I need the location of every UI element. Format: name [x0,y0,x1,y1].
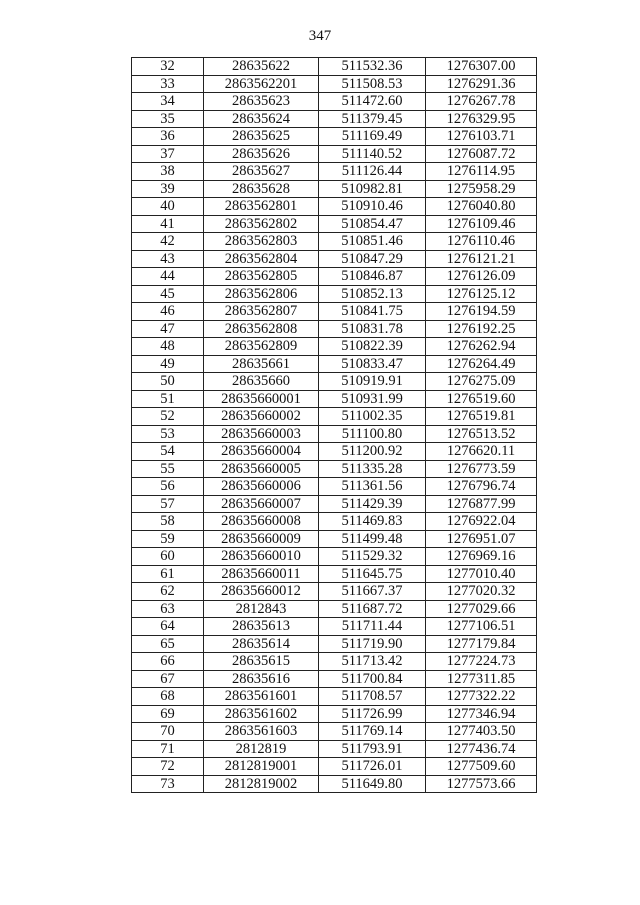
x-coordinate-cell: 511726.01 [319,758,426,776]
point-id-cell: 28635660010 [204,548,319,566]
y-coordinate-cell: 1277020.32 [426,583,537,601]
y-coordinate-cell: 1276773.59 [426,460,537,478]
point-id-cell: 28635625 [204,128,319,146]
y-coordinate-cell: 1276275.09 [426,373,537,391]
page-number: 347 [308,28,332,44]
x-coordinate-cell: 510833.47 [319,355,426,373]
point-id-cell: 28635614 [204,635,319,653]
y-coordinate-cell: 1276922.04 [426,513,537,531]
point-id-cell: 28635622 [204,58,319,76]
x-coordinate-cell: 510852.13 [319,285,426,303]
point-id-cell: 2863561603 [204,723,319,741]
x-coordinate-cell: 511002.35 [319,408,426,426]
x-coordinate-cell: 511472.60 [319,93,426,111]
y-coordinate-cell: 1277106.51 [426,618,537,636]
row-number-cell: 66 [132,653,204,671]
table-row [132,688,537,706]
table-row [132,75,537,93]
row-number-cell: 55 [132,460,204,478]
y-coordinate-cell: 1276307.00 [426,58,537,76]
table-row [132,618,537,636]
x-coordinate-cell: 510982.81 [319,180,426,198]
x-coordinate-cell: 510919.91 [319,373,426,391]
x-coordinate-cell: 511335.28 [319,460,426,478]
point-id-cell: 28635660012 [204,583,319,601]
point-id-cell: 28635661 [204,355,319,373]
row-number-cell: 69 [132,705,204,723]
point-id-cell: 2863562808 [204,320,319,338]
point-id-cell: 2812819002 [204,775,319,793]
point-id-cell: 2863562809 [204,338,319,356]
y-coordinate-cell: 1276796.74 [426,478,537,496]
table-row [132,530,537,548]
point-id-cell: 28635660 [204,373,319,391]
row-number-cell: 41 [132,215,204,233]
x-coordinate-cell: 511100.80 [319,425,426,443]
row-number-cell: 57 [132,495,204,513]
x-coordinate-cell: 511499.48 [319,530,426,548]
row-number-cell: 58 [132,513,204,531]
coordinates-table [131,57,537,793]
y-coordinate-cell: 1276103.71 [426,128,537,146]
y-coordinate-cell: 1276262.94 [426,338,537,356]
table-row [132,478,537,496]
y-coordinate-cell: 1276114.95 [426,163,537,181]
point-id-cell: 28635627 [204,163,319,181]
point-id-cell: 2863562804 [204,250,319,268]
x-coordinate-cell: 510841.75 [319,303,426,321]
row-number-cell: 50 [132,373,204,391]
y-coordinate-cell: 1276126.09 [426,268,537,286]
point-id-cell: 28635660011 [204,565,319,583]
table-row [132,233,537,251]
x-coordinate-cell: 511711.44 [319,618,426,636]
row-number-cell: 45 [132,285,204,303]
table-row [132,758,537,776]
point-id-cell: 2863562801 [204,198,319,216]
row-number-cell: 32 [132,58,204,76]
y-coordinate-cell: 1276267.78 [426,93,537,111]
row-number-cell: 36 [132,128,204,146]
y-coordinate-cell: 1276620.11 [426,443,537,461]
x-coordinate-cell: 511361.56 [319,478,426,496]
y-coordinate-cell: 1276121.21 [426,250,537,268]
x-coordinate-cell: 510847.29 [319,250,426,268]
point-id-cell: 28635628 [204,180,319,198]
table-row [132,93,537,111]
point-id-cell: 2863561601 [204,688,319,706]
row-number-cell: 47 [132,320,204,338]
table-row [132,268,537,286]
point-id-cell: 28635624 [204,110,319,128]
point-id-cell: 2863562802 [204,215,319,233]
y-coordinate-cell: 1276519.60 [426,390,537,408]
table-row [132,425,537,443]
x-coordinate-cell: 511200.92 [319,443,426,461]
x-coordinate-cell: 510846.87 [319,268,426,286]
y-coordinate-cell: 1277179.84 [426,635,537,653]
x-coordinate-cell: 511469.83 [319,513,426,531]
x-coordinate-cell: 511793.91 [319,740,426,758]
point-id-cell: 28635660008 [204,513,319,531]
table-row [132,180,537,198]
x-coordinate-cell: 511708.57 [319,688,426,706]
row-number-cell: 53 [132,425,204,443]
y-coordinate-cell: 1277436.74 [426,740,537,758]
point-id-cell: 28635660001 [204,390,319,408]
x-coordinate-cell: 511508.53 [319,75,426,93]
table-row [132,548,537,566]
row-number-cell: 71 [132,740,204,758]
x-coordinate-cell: 511140.52 [319,145,426,163]
x-coordinate-cell: 510851.46 [319,233,426,251]
y-coordinate-cell: 1276951.07 [426,530,537,548]
table-row [132,198,537,216]
table-row [132,110,537,128]
table-row [132,163,537,181]
table-row [132,583,537,601]
y-coordinate-cell: 1276109.46 [426,215,537,233]
point-id-cell: 28635623 [204,93,319,111]
row-number-cell: 44 [132,268,204,286]
point-id-cell: 28635660009 [204,530,319,548]
y-coordinate-cell: 1277346.94 [426,705,537,723]
x-coordinate-cell: 510910.46 [319,198,426,216]
point-id-cell: 28635615 [204,653,319,671]
x-coordinate-cell: 510854.47 [319,215,426,233]
row-number-cell: 56 [132,478,204,496]
table-row [132,408,537,426]
table-row [132,285,537,303]
point-id-cell: 2863562803 [204,233,319,251]
y-coordinate-cell: 1276329.95 [426,110,537,128]
point-id-cell: 28635660002 [204,408,319,426]
row-number-cell: 38 [132,163,204,181]
row-number-cell: 54 [132,443,204,461]
row-number-cell: 51 [132,390,204,408]
table-row [132,390,537,408]
table-row [132,600,537,618]
table-row [132,670,537,688]
row-number-cell: 59 [132,530,204,548]
y-coordinate-cell: 1277224.73 [426,653,537,671]
point-id-cell: 2812819001 [204,758,319,776]
row-number-cell: 48 [132,338,204,356]
row-number-cell: 39 [132,180,204,198]
y-coordinate-cell: 1277403.50 [426,723,537,741]
row-number-cell: 33 [132,75,204,93]
y-coordinate-cell: 1276513.52 [426,425,537,443]
point-id-cell: 28635616 [204,670,319,688]
x-coordinate-cell: 511713.42 [319,653,426,671]
y-coordinate-cell: 1277573.66 [426,775,537,793]
x-coordinate-cell: 511532.36 [319,58,426,76]
row-number-cell: 40 [132,198,204,216]
y-coordinate-cell: 1276291.36 [426,75,537,93]
table-row [132,250,537,268]
y-coordinate-cell: 1276110.46 [426,233,537,251]
x-coordinate-cell: 510822.39 [319,338,426,356]
table-row [132,495,537,513]
row-number-cell: 37 [132,145,204,163]
row-number-cell: 49 [132,355,204,373]
table-row [132,460,537,478]
y-coordinate-cell: 1276969.16 [426,548,537,566]
row-number-cell: 70 [132,723,204,741]
y-coordinate-cell: 1276040.80 [426,198,537,216]
row-number-cell: 35 [132,110,204,128]
y-coordinate-cell: 1276877.99 [426,495,537,513]
x-coordinate-cell: 511429.39 [319,495,426,513]
y-coordinate-cell: 1275958.29 [426,180,537,198]
table-row [132,705,537,723]
table-row [132,723,537,741]
y-coordinate-cell: 1276125.12 [426,285,537,303]
table-row [132,215,537,233]
table-row [132,145,537,163]
x-coordinate-cell: 511726.99 [319,705,426,723]
x-coordinate-cell: 511645.75 [319,565,426,583]
point-id-cell: 2863562805 [204,268,319,286]
point-id-cell: 28635660003 [204,425,319,443]
y-coordinate-cell: 1276192.25 [426,320,537,338]
table-row [132,740,537,758]
table-row [132,338,537,356]
row-number-cell: 42 [132,233,204,251]
point-id-cell: 2812819 [204,740,319,758]
table-row [132,320,537,338]
point-id-cell: 28635660004 [204,443,319,461]
x-coordinate-cell: 511667.37 [319,583,426,601]
row-number-cell: 60 [132,548,204,566]
x-coordinate-cell: 511700.84 [319,670,426,688]
x-coordinate-cell: 511379.45 [319,110,426,128]
row-number-cell: 64 [132,618,204,636]
y-coordinate-cell: 1276194.59 [426,303,537,321]
table-row [132,355,537,373]
point-id-cell: 28635660005 [204,460,319,478]
point-id-cell: 28635626 [204,145,319,163]
point-id-cell: 2863562201 [204,75,319,93]
table-row [132,635,537,653]
point-id-cell: 28635660006 [204,478,319,496]
row-number-cell: 72 [132,758,204,776]
row-number-cell: 43 [132,250,204,268]
point-id-cell: 28635660007 [204,495,319,513]
y-coordinate-cell: 1276519.81 [426,408,537,426]
row-number-cell: 73 [132,775,204,793]
table-row [132,653,537,671]
x-coordinate-cell: 510931.99 [319,390,426,408]
x-coordinate-cell: 511169.49 [319,128,426,146]
point-id-cell: 28635613 [204,618,319,636]
x-coordinate-cell: 511529.32 [319,548,426,566]
row-number-cell: 62 [132,583,204,601]
point-id-cell: 2812843 [204,600,319,618]
table-row [132,775,537,793]
row-number-cell: 46 [132,303,204,321]
table-row [132,128,537,146]
table-row [132,513,537,531]
row-number-cell: 34 [132,93,204,111]
x-coordinate-cell: 511687.72 [319,600,426,618]
table-row [132,58,537,76]
y-coordinate-cell: 1277509.60 [426,758,537,776]
y-coordinate-cell: 1277010.40 [426,565,537,583]
x-coordinate-cell: 511719.90 [319,635,426,653]
row-number-cell: 68 [132,688,204,706]
y-coordinate-cell: 1277311.85 [426,670,537,688]
y-coordinate-cell: 1277322.22 [426,688,537,706]
table-row [132,373,537,391]
point-id-cell: 2863562807 [204,303,319,321]
table-row [132,443,537,461]
y-coordinate-cell: 1276087.72 [426,145,537,163]
y-coordinate-cell: 1276264.49 [426,355,537,373]
x-coordinate-cell: 510831.78 [319,320,426,338]
y-coordinate-cell: 1277029.66 [426,600,537,618]
row-number-cell: 65 [132,635,204,653]
row-number-cell: 61 [132,565,204,583]
x-coordinate-cell: 511769.14 [319,723,426,741]
table-row [132,565,537,583]
row-number-cell: 63 [132,600,204,618]
table-row [132,303,537,321]
x-coordinate-cell: 511126.44 [319,163,426,181]
row-number-cell: 52 [132,408,204,426]
row-number-cell: 67 [132,670,204,688]
x-coordinate-cell: 511649.80 [319,775,426,793]
point-id-cell: 2863561602 [204,705,319,723]
point-id-cell: 2863562806 [204,285,319,303]
